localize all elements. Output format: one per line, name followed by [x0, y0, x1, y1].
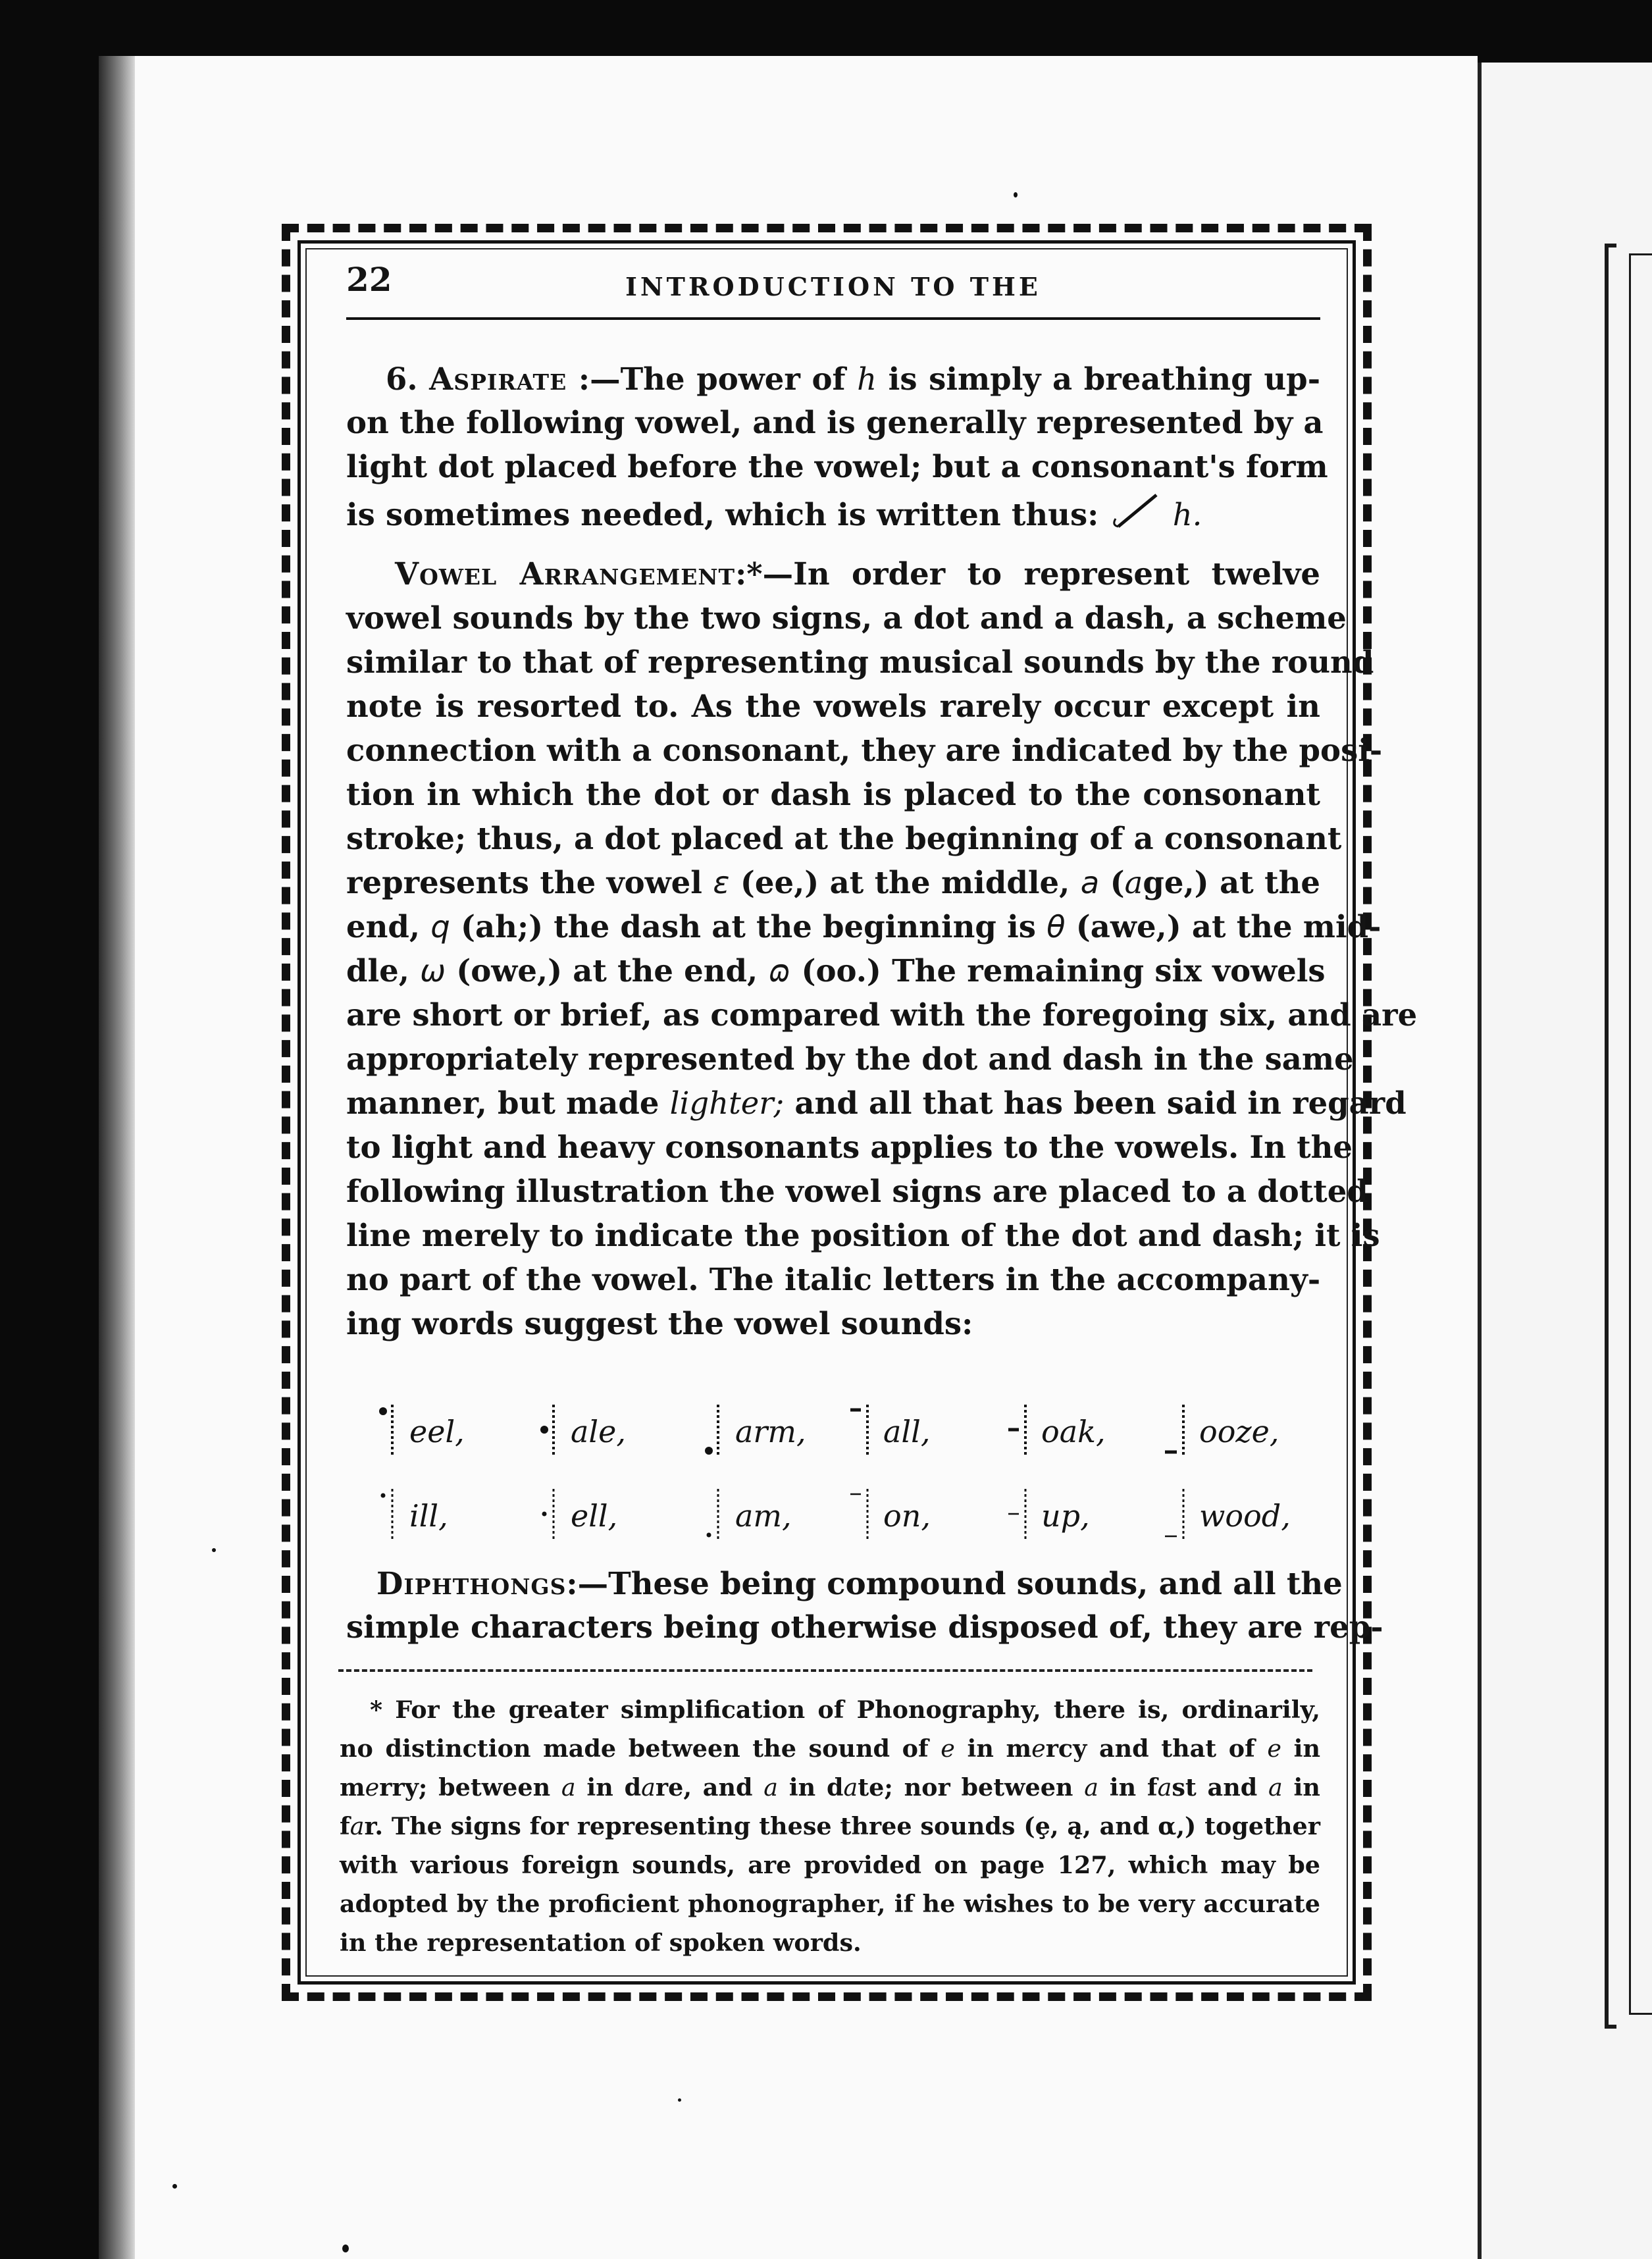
- vowel-example-word: up,: [1041, 1498, 1090, 1534]
- print-speck: [342, 2245, 349, 2252]
- vowel-arrangement-line-1: Vowel Arrangement:*—In order to represent twelve: [395, 556, 1320, 592]
- vowel-sign-icon: [694, 1402, 734, 1461]
- vowel-sign-icon: [842, 1486, 882, 1545]
- vowel-example-word: am,: [735, 1498, 792, 1534]
- vowel-sign-icon: [369, 1402, 408, 1461]
- vowel-arrangement-line: stroke; thus, a dot placed at the beginning of a consonant: [346, 820, 1342, 856]
- vowel-arrangement-line: appropriately represented by the dot and dash in the same: [346, 1041, 1354, 1077]
- print-speck: [1014, 192, 1018, 197]
- vowel-arrangement-line: ing words suggest the vowel sounds:: [346, 1305, 973, 1341]
- vowel-arrangement-line: line merely to indicate the position of the dot and dash; it is: [346, 1217, 1380, 1253]
- aspirate-line-4: is sometimes needed, which is written thus: h.: [346, 492, 1320, 532]
- vowel-sign-icon: [1158, 1402, 1198, 1461]
- vowel-arrangement-line: similar to that of representing musical sounds by the round: [346, 644, 1374, 680]
- vowel-arrangement-line-8: represents the vowel ε (ee,) at the middle, a (age,) at the: [346, 864, 1320, 900]
- vowel-example-word: oak,: [1041, 1414, 1106, 1449]
- adjacent-page-edge: [1478, 63, 1652, 2259]
- footnote-line: * For the greater simplification of Phonography, there is, ordinarily,: [370, 1696, 1320, 1724]
- book-spine-shadow: [99, 56, 138, 2259]
- vowel-example-word: on,: [883, 1498, 931, 1534]
- long-vowel-examples: [369, 1402, 1303, 1461]
- vowel-example-word: ooze,: [1199, 1414, 1279, 1449]
- vowel-arrangement-line: connection with a consonant, they are indicated by the posi-: [346, 732, 1383, 768]
- vowel-sign-icon: [1000, 1486, 1040, 1545]
- vowel-sign-icon: [694, 1486, 734, 1545]
- aspirate-line-1: 6. Aspirate :—The power of h is simply a breathing up-: [386, 361, 1320, 397]
- vowel-arrangement-line-13: manner, but made lighter; and all that has been said in regard: [346, 1085, 1407, 1121]
- vowel-example-word: wood,: [1199, 1498, 1291, 1534]
- vowel-example-word: ale,: [571, 1414, 626, 1449]
- vowel-arrangement-line: are short or brief, as compared with the foregoing six, and are: [346, 997, 1418, 1033]
- print-speck: [678, 2098, 681, 2102]
- footnote-line: in the representation of spoken words.: [340, 1929, 862, 1957]
- footnote-line-3: merry; between a in dare, and a in date; nor between a in fast and a in: [340, 1773, 1320, 1802]
- diphthongs-line-2: simple characters being otherwise disposed of, they are rep-: [346, 1609, 1383, 1645]
- diphthongs-line-1: Diphthongs:—These being compound sounds, and all the: [376, 1565, 1343, 1601]
- vowel-example-word: ill,: [409, 1498, 448, 1534]
- vowel-example-word: all,: [883, 1414, 931, 1449]
- page-number: 22: [346, 260, 392, 299]
- vowel-arrangement-line: note is resorted to. As the vowels rarely occur except in: [346, 688, 1320, 724]
- footnote-divider: [338, 1669, 1312, 1672]
- adjacent-page-border-inner: [1629, 253, 1652, 2015]
- short-vowel-examples: [369, 1486, 1303, 1545]
- aspirate-stroke-icon: [1109, 492, 1162, 532]
- footnote-line-4: far. The signs for representing these three sounds (ȩ, ą, and α,) together: [340, 1812, 1320, 1840]
- vowel-arrangement-line: following illustration the vowel signs are placed to a dotted: [346, 1173, 1368, 1209]
- print-speck: [212, 1548, 216, 1552]
- vowel-arrangement-line-9: end, q (ah;) the dash at the beginning is θ (awe,) at the mid-: [346, 908, 1381, 945]
- vowel-example-word: arm,: [735, 1414, 806, 1449]
- footnote-line: adopted by the proficient phonographer, if he wishes to be very accurate: [340, 1890, 1320, 1918]
- aspirate-line-3: light dot placed before the vowel; but a consonant's form: [346, 448, 1328, 484]
- vowel-arrangement-line: tion in which the dot or dash is placed to the consonant: [346, 776, 1320, 812]
- footnote-line-2: no distinction made between the sound of e in mercy and that of e in: [340, 1734, 1320, 1763]
- aspirate-line-2: on the following vowel, and is generally represented by a: [346, 404, 1324, 440]
- page-header: [346, 260, 1320, 313]
- vowel-arrangement-line: to light and heavy consonants applies to the vowels. In the: [346, 1129, 1353, 1165]
- running-head: INTRODUCTION TO THE: [625, 272, 1041, 301]
- footnote-line: with various foreign sounds, are provided on page 127, which may be: [340, 1851, 1320, 1879]
- vowel-sign-icon: [369, 1486, 408, 1545]
- vowel-arrangement-line: vowel sounds by the two signs, a dot and a dash, a scheme: [346, 600, 1347, 636]
- vowel-sign-icon: [530, 1486, 569, 1545]
- vowel-example-word: eel,: [409, 1414, 465, 1449]
- vowel-sign-icon: [1158, 1486, 1198, 1545]
- header-rule: [346, 317, 1320, 320]
- vowel-sign-icon: [530, 1402, 569, 1461]
- vowel-sign-icon: [1000, 1402, 1040, 1461]
- adjacent-page-border: [1605, 244, 1616, 2029]
- vowel-example-word: ell,: [571, 1498, 618, 1534]
- vowel-arrangement-line: no part of the vowel. The italic letters in the accompany-: [346, 1261, 1321, 1297]
- vowel-arrangement-line-10: dle, ω (owe,) at the end, ɷ (oo.) The remaining six vowels: [346, 952, 1326, 989]
- vowel-sign-icon: [842, 1402, 882, 1461]
- print-speck: [172, 2184, 177, 2189]
